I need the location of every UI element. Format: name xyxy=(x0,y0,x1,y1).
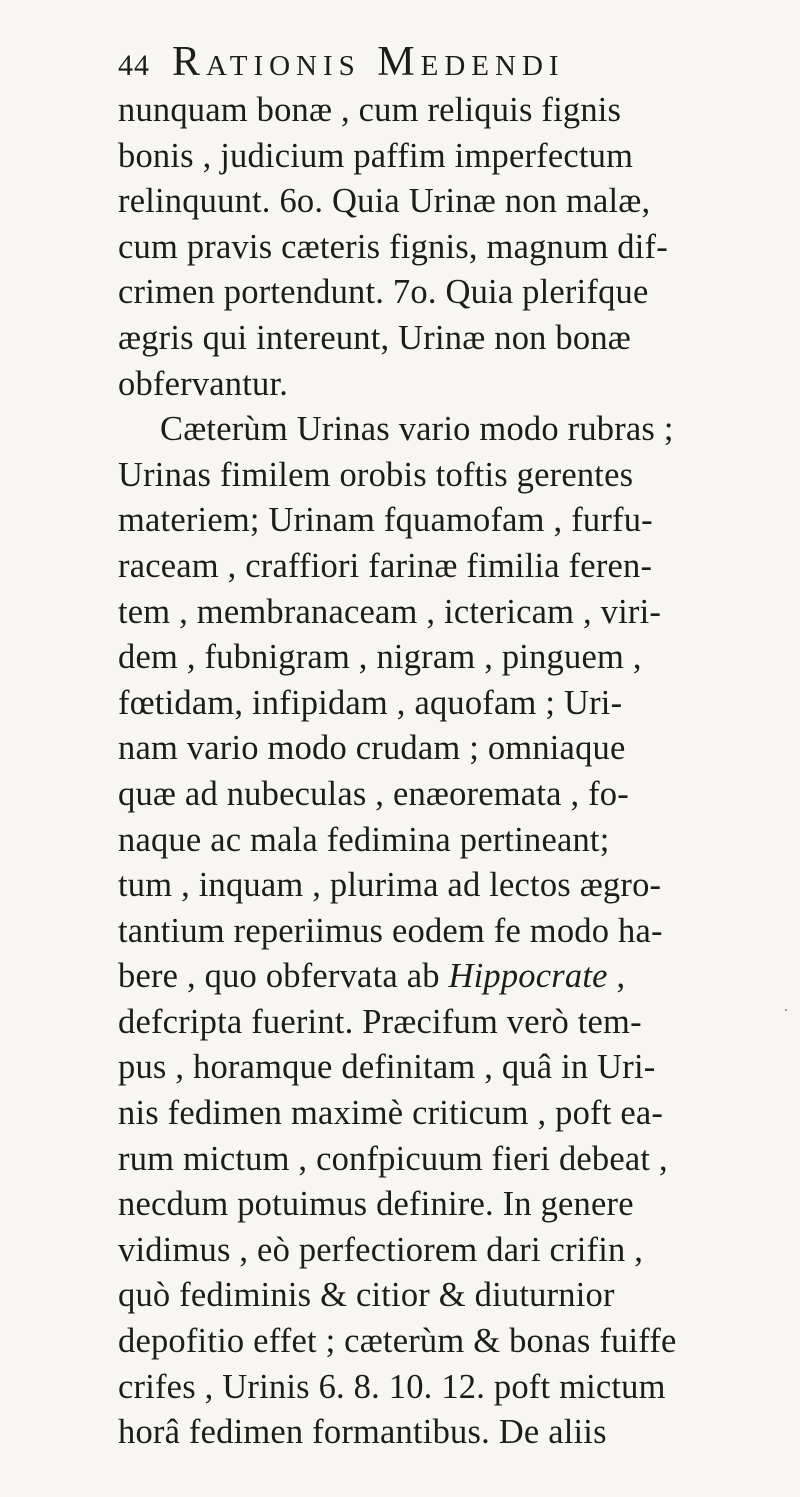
text-line: dem , fubnigram , nigram , pinguem , xyxy=(118,638,642,677)
text-line: horâ fedimen formantibus. De aliis xyxy=(118,1413,607,1452)
text-line: nunquam bonæ , cum reliquis fignis xyxy=(118,91,622,129)
text-line: Urinas fimilem orobis toftis gerentes xyxy=(118,455,634,494)
text-line: necdum potuimus definire. In genere xyxy=(118,1185,634,1224)
margin-speck: ˙ xyxy=(783,1005,789,1025)
text-line: fœtidam, infipidam , aquofam ; Uri- xyxy=(118,683,623,722)
text-line: depofitio effet ; cæterùm & bonas fuiffe xyxy=(118,1322,677,1361)
body-text xyxy=(118,88,778,1456)
text-line: raceam , craffiori farinæ fimilia feren- xyxy=(118,546,653,585)
text-line: defcripta fuerint. Præcifum verò tem- xyxy=(118,1002,642,1041)
text-line: bonis , judicium paffim imperfectum xyxy=(118,136,634,175)
text-line: bere , quo obfervata ab Hippocrate , xyxy=(118,957,626,996)
text-line: cum pravis cæteris fignis, magnum dif- xyxy=(118,227,668,266)
text-line: pus , horamque definitam , quâ in Uri- xyxy=(118,1048,656,1087)
text-line: relinquunt. 6o. Quia Urinæ non malæ, xyxy=(118,182,651,221)
text-line: quæ ad nubeculas , enæoremata , fo- xyxy=(118,774,629,813)
text-line: vidimus , eò perfectiorem dari crifin , xyxy=(118,1230,644,1269)
text-line: tantium reperiimus eodem fe modo ha- xyxy=(118,911,663,950)
proper-name: Hippocrate xyxy=(448,957,608,996)
text-line: naque ac mala fedimina pertineant; xyxy=(118,820,610,859)
text-line: obfervantur. xyxy=(118,364,289,403)
text-line: tum , inquam , plurima ad lectos ægro- xyxy=(118,866,662,905)
text-line: tem , membranaceam , ictericam , viri- xyxy=(118,592,662,631)
text-line: crimen portendunt. 7o. Quia plerifque xyxy=(118,273,649,312)
text-line: rum mictum , confpicuum fieri debeat , xyxy=(118,1139,668,1178)
text-line: nis fedimen maximè criticum , poft ea- xyxy=(118,1094,664,1133)
page-number: 44 xyxy=(118,49,150,82)
text-line: nam vario modo crudam ; omniaque xyxy=(118,729,626,768)
text-line: crifes , Urinis 6. 8. 10. 12. poft mictum xyxy=(118,1367,666,1406)
running-head xyxy=(118,38,678,94)
text-line: materiem; Urinam fquamofam , furfu- xyxy=(118,501,653,540)
text-line: ægris qui intereunt, Urinæ non bonæ xyxy=(118,318,631,357)
paragraph-start-line: Cæterùm Urinas vario modo rubras ; xyxy=(160,410,674,449)
text-line: quò fediminis & citior & diuturnior xyxy=(118,1276,615,1315)
running-title: Rationis Medendi xyxy=(172,39,565,85)
